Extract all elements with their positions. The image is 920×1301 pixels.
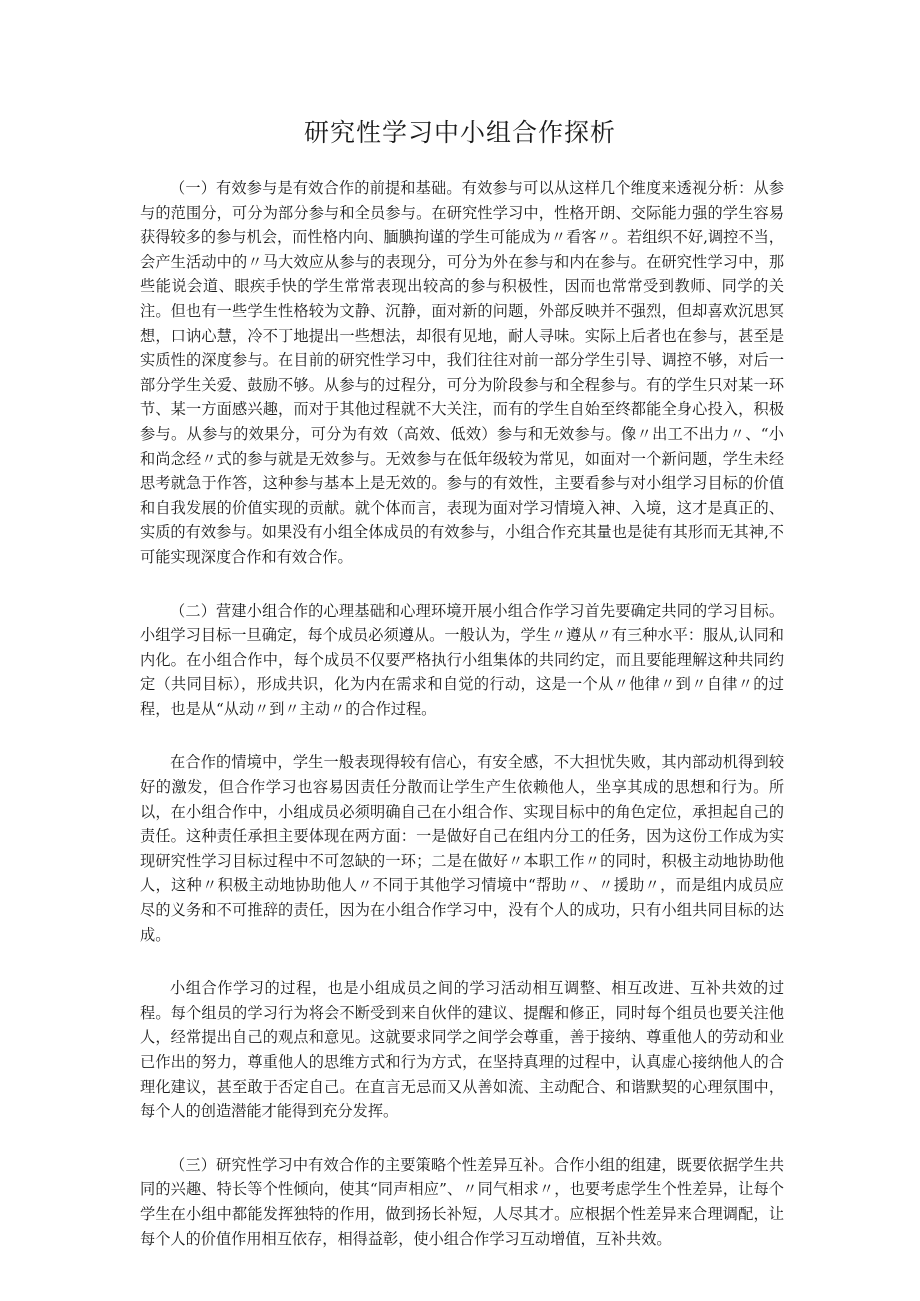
document-title: 研究性学习中小组合作探析 <box>303 118 616 147</box>
paragraph-psychological-foundation: （二）营建小组合作的心理基础和心理环境开展小组合作学习首先要确定共同的学习目标。小组学习目标一旦确定，每个成员必须遵从。一般认为，学生〃遵从〃有三种水平：服从,认同和内化。在小组合作中，每个成员不仅要严格执行小组集体的共同约定，而且要能理解这种共同约定（共同目标），形成共识，化为内在需求和自觉的行动，这是一个从〃他律〃到〃自律〃的过程，也是从“从动〃到〃主动〃的合作过程。 <box>140 601 784 718</box>
paragraph-mutual-adjustment: 小组合作学习的过程，也是小组成员之间的学习活动相互调整、相互改进、互补共效的过程。每个组员的学习行为将会不断受到来自伙伴的建议、提醒和修正，同时每个组员也要关注他人，经常提出自己的观点和意见。这就要求同学之间学会尊重，善于接纳、尊重他人的劳动和业已作出的努力，尊重他人的思维方式和行为方式，在坚持真理的过程中，认真虚心接纳他人的合理化建议，甚至敢于否定自己。在直言无忌而又从善如流、主动配合、和谐默契的心理氛围中，每个人的创造潜能才能得到充分发挥。 <box>140 979 784 1121</box>
paragraph-strategies: （三）研究性学习中有效合作的主要策略个性差异互补。合作小组的组建，既要依据学生共同的兴趣、特长等个性倾向，使其“同声相应”、〃同气相求〃，也要考虑学生个性差异，让每个学生在小组中都能发挥独特的作用，做到扬长补短，人尽其才。应根据个性差异来合理调配，让每个人的价值作用相互依存，相得益彰，使小组合作学习互动增值，互补共效。 <box>140 1155 784 1248</box>
paragraph-effective-participation: （一）有效参与是有效合作的前提和基础。有效参与可以从这样几个维度来透视分析：从参与的范围分，可分为部分参与和全员参与。在研究性学习中，性格开朗、交际能力强的学生容易获得较多的参与机会，而性格内向、腼腆拘谨的学生可能成为〃看客〃。若组织不好,调控不当，会产生活动中的〃马大效应从参与的表现分，可分为外在参与和内在参与。在研究性学习中，那些能说会道、眼疾手快的学生常常表现出较高的参与积极性，因而也常常受到教师、同学的关注。但也有一些学生性格较为文静、沉静，面对新的问题，外部反映并不强烈，但却喜欢沉思冥想，口讷心慧，冷不丁地提出一些想法，却很有见地，耐人寻味。实际上后者也在参与，甚至是实质性的深度参与。在目前的研究性学习中，我们往往对前一部分学生引导、调控不够，对后一部分学生关爱、鼓励不够。从参与的过程分，可分为阶段参与和全程参与。有的学生只对某一环节、某一方面感兴趣，而对于其他过程就不大关注，而有的学生自始至终都能全身心投入，积极参与。从参与的效果分，可分为有效（高效、低效）参与和无效参与。像〃出工不出力〃、“小和尚念经〃式的参与就是无效参与。无效参与在低年级较为常见，如面对一个新问题，学生未经思考就急于作答，这种参与基本上是无效的。参与的有效性，主要看参与对小组学习目标的价值和自我发展的价值实现的贡献。就个体而言，表现为面对学习情境入神、入境，这才是真正的、实质的有效参与。如果没有小组全体成员的有效参与，小组合作充其量也是徒有其形而无其神,不可能实现深度合作和有效合作。 <box>140 179 784 566</box>
paragraph-responsibility: 在合作的情境中，学生一般表现得较有信心，有安全感，不大担忧失败，其内部动机得到较好的激发，但合作学习也容易因责任分散而让学生产生依赖他人，坐享其成的思想和行为。所以，在小组合作中，小组成员必须明确自己在小组合作、实现目标中的角色定位，承担起自己的责任。这种责任承担主要体现在两方面：一是做好自己在组内分工的任务，因为这份工作成为实现研究性学习目标过程中不可忽缺的一环；二是在做好〃本职工作〃的同时，积极主动地协助他人，这种〃积极主动地协助他人〃不同于其他学习情境中“帮助〃、〃援助〃，而是组内成员应尽的义务和不可推辞的责任，因为在小组合作学习中，没有个人的成功，只有小组共同目标的达成。 <box>140 753 784 944</box>
document-body <box>140 176 784 1280</box>
